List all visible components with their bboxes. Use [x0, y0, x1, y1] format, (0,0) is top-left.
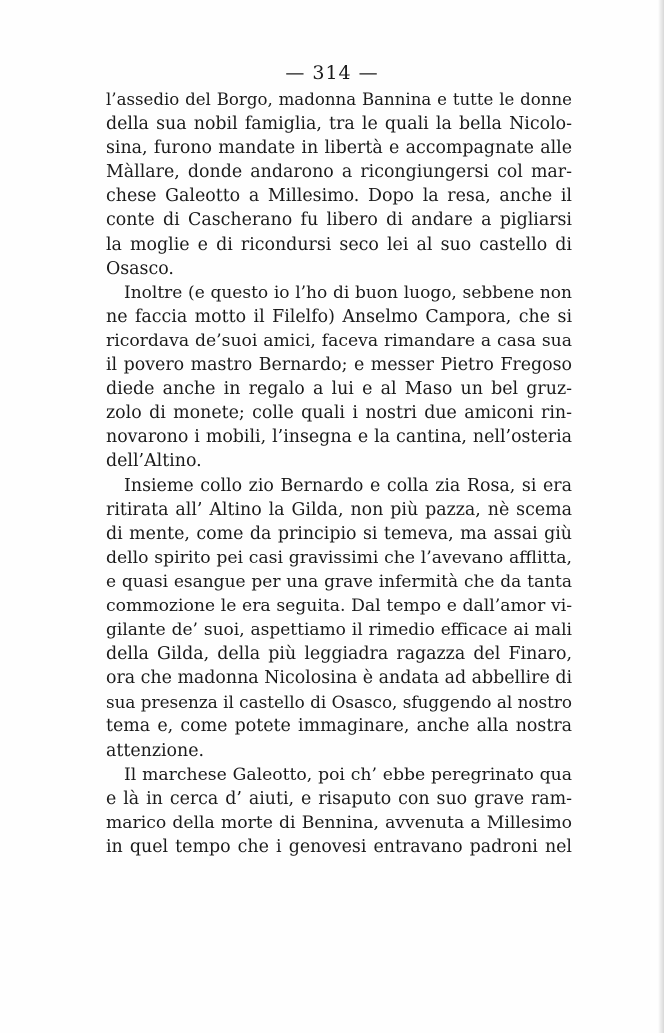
text-line: novarono i mobili, l’insegna e la cantina, nell’osteria — [106, 427, 572, 448]
body-text — [106, 88, 572, 859]
text-line: Osasco. — [106, 258, 174, 279]
text-line: il povero mastro Bernardo; e messer Pietro Fregoso — [106, 355, 572, 376]
text-line: Insieme collo zio Bernardo e colla zia Rosa, si era — [124, 475, 572, 496]
text-line: commozione le era seguita. Dal tempo e dall’amor vi- — [106, 595, 572, 616]
text-line: attenzione. — [106, 740, 205, 761]
text-line: sina, furono mandate in libertà e accompagnate alle — [106, 138, 572, 159]
text-line: ne faccia motto il Filelfo) Anselmo Campora, che si — [106, 306, 572, 327]
text-line: zolo di monete; colle quali i nostri due amiconi rin- — [106, 403, 572, 424]
text-line: della sua nobil famiglia, tra le quali la bella Nicolo- — [106, 114, 572, 135]
text-line: tema e, come potete immaginare, anche alla nostra — [106, 716, 572, 737]
text-line: e quasi esangue per una grave infermità che da tanta — [106, 571, 572, 592]
text-line: in quel tempo che i genovesi entravano padroni nel — [106, 836, 572, 857]
text-line: marico della morte di Bennina, avvenuta a Millesimo — [106, 812, 572, 833]
text-line: della Gilda, della più leggiadra ragazza del Finaro, — [106, 644, 572, 665]
text-line: l’assedio del Borgo, madonna Bannina e tutte le donne — [106, 90, 572, 109]
text-line: di mente, come da principio si temeva, ma assai giù — [106, 523, 572, 544]
page-number: — 314 — — [285, 62, 379, 84]
text-line: gilante de’ suoi, aspettiamo il rimedio efficace ai mali — [106, 620, 572, 641]
text-line: dello spirito pei casi gravissimi che l’avevano afflitta, — [106, 547, 572, 568]
text-line: e là in cerca d’ aiuti, e risaputo con suo grave ram- — [106, 788, 572, 809]
text-line: chese Galeotto a Millesimo. Dopo la resa, anche il — [106, 186, 572, 207]
page-edge-shadow — [658, 0, 664, 1033]
text-line: sua presenza il castello di Osasco, sfuggendo al nostro — [106, 692, 572, 713]
text-line: Màllare, donde andarono a ricongiungersi col mar- — [106, 162, 572, 183]
text-line: ora che madonna Nicolosina è andata ad abbellire di — [106, 668, 573, 689]
text-line: Il marchese Galeotto, poi ch’ ebbe peregrinato qua — [124, 764, 572, 785]
text-line: conte di Cascherano fu libero di andare a pigliarsi — [106, 210, 572, 231]
text-line: ricordava de’suoi amici, faceva rimandare a casa sua — [106, 330, 572, 351]
text-line: diede anche in regalo a lui e al Maso un bel gruz- — [106, 379, 572, 400]
text-line: Inoltre (e questo io l’ho di buon luogo, sebbene non — [124, 282, 572, 303]
text-line: ritirata all’ Altino la Gilda, non più pazza, nè scema — [106, 499, 572, 520]
text-line: la moglie e di ricondursi seco lei al suo castello di — [106, 234, 572, 255]
text-line: dell’Altino. — [106, 451, 202, 472]
